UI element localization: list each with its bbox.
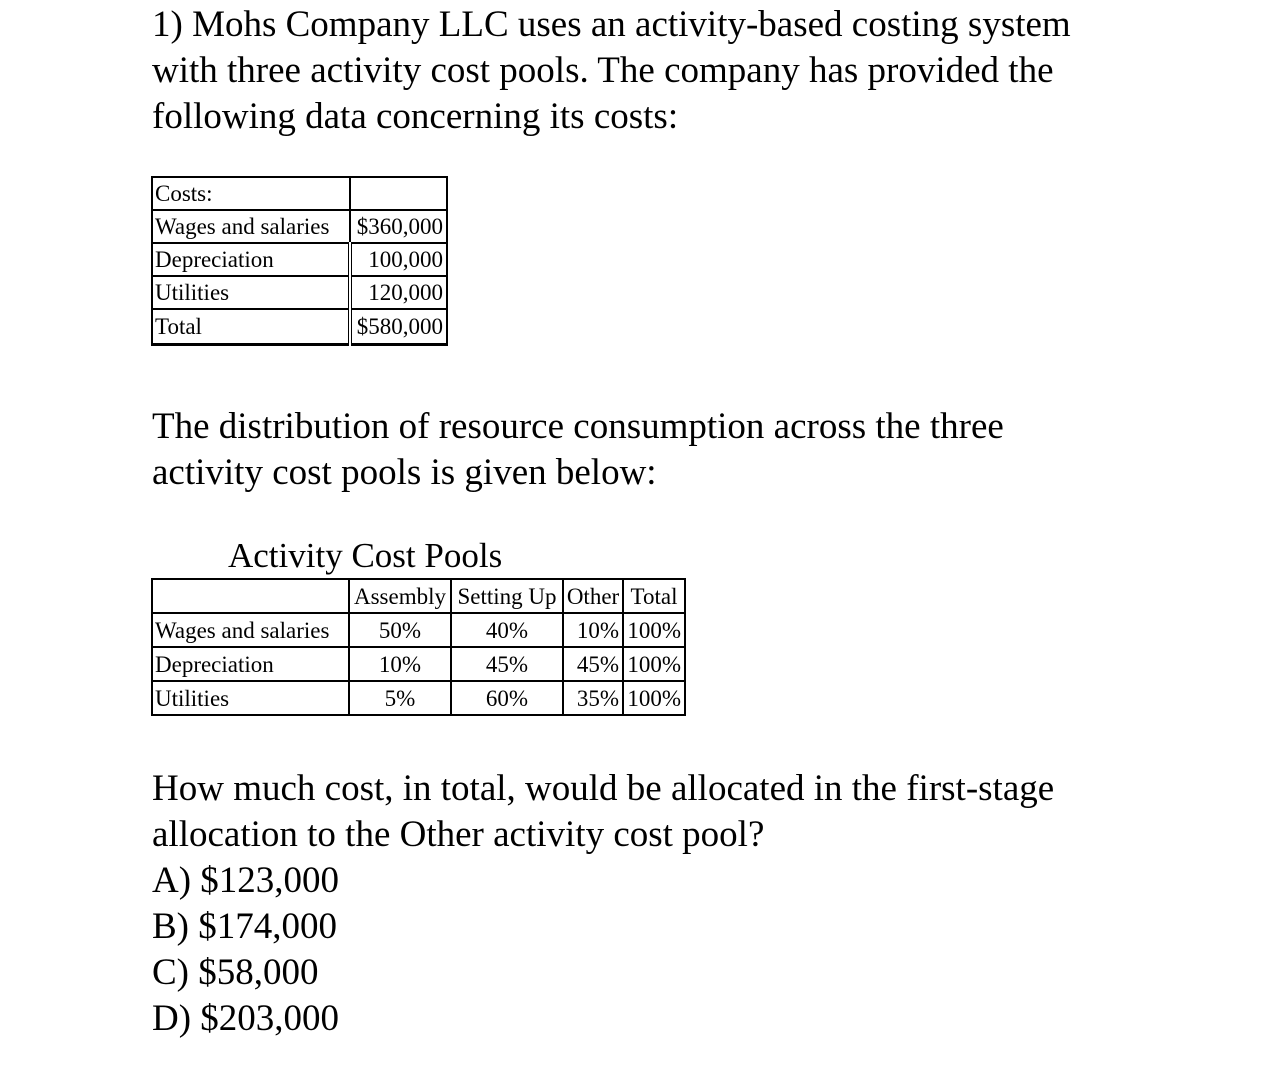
cost-value: $360,000 (350, 210, 447, 243)
column-header-total: Total (623, 579, 685, 613)
cost-label: Depreciation (152, 243, 350, 276)
answer-choice-d: D) $203,000 (152, 998, 340, 1039)
pool-cell-assembly: 5% (349, 681, 451, 715)
answer-choice-c: C) $58,000 (152, 952, 319, 993)
cost-total-value: $580,000 (350, 309, 447, 345)
costs-row (152, 243, 447, 276)
cost-value: 100,000 (350, 243, 447, 276)
column-header-assembly: Assembly (349, 579, 451, 613)
pools-header-row (152, 579, 685, 613)
costs-row (152, 276, 447, 309)
intro-line-3: following data concerning its costs: (152, 96, 679, 137)
pool-cell-setting-up: 45% (451, 647, 563, 681)
pool-cell-assembly: 10% (349, 647, 451, 681)
pools-header-blank (152, 579, 349, 613)
cost-value: 120,000 (350, 276, 447, 309)
costs-header-row (152, 177, 447, 210)
intro-line-1: 1) Mohs Company LLC uses an activity-based costing system (152, 4, 1071, 45)
intro-line-2: with three activity cost pools. The company has provided the (152, 50, 1054, 91)
pools-row (152, 613, 685, 647)
pool-cell-total: 100% (623, 647, 685, 681)
pool-cell-other: 45% (563, 647, 623, 681)
cost-label: Wages and salaries (152, 210, 350, 243)
pool-row-label: Utilities (152, 681, 349, 715)
pool-cell-total: 100% (623, 613, 685, 647)
costs-total-row (152, 309, 447, 345)
pool-cell-other: 35% (563, 681, 623, 715)
costs-header-blank (350, 177, 447, 210)
question-line-2: allocation to the Other activity cost pool? (152, 814, 765, 855)
distribution-line-2: activity cost pools is given below: (152, 452, 657, 493)
question-line-1: How much cost, in total, would be allocated in the first-stage (152, 768, 1055, 809)
question-intro (152, 2, 1152, 140)
column-header-setting-up: Setting Up (451, 579, 563, 613)
pool-cell-setting-up: 60% (451, 681, 563, 715)
pool-cell-setting-up: 40% (451, 613, 563, 647)
pool-cell-total: 100% (623, 681, 685, 715)
column-header-other: Other (563, 579, 623, 613)
costs-table (151, 176, 448, 346)
pool-cell-assembly: 50% (349, 613, 451, 647)
costs-header: Costs: (152, 177, 350, 210)
pool-cell-other: 10% (563, 613, 623, 647)
pool-row-label: Wages and salaries (152, 613, 349, 647)
answer-choice-b: B) $174,000 (152, 906, 337, 947)
distribution-line-1: The distribution of resource consumption across the three (152, 406, 1004, 447)
pools-row (152, 647, 685, 681)
pools-row (152, 681, 685, 715)
distribution-text (152, 404, 1152, 496)
costs-row (152, 210, 447, 243)
cost-label: Utilities (152, 276, 350, 309)
answer-choice-a: A) $123,000 (152, 860, 340, 901)
question-prompt (152, 766, 1152, 1042)
activity-cost-pools-table (151, 578, 686, 716)
pool-row-label: Depreciation (152, 647, 349, 681)
cost-total-label: Total (152, 309, 350, 345)
pools-table-title: Activity Cost Pools (228, 536, 503, 575)
